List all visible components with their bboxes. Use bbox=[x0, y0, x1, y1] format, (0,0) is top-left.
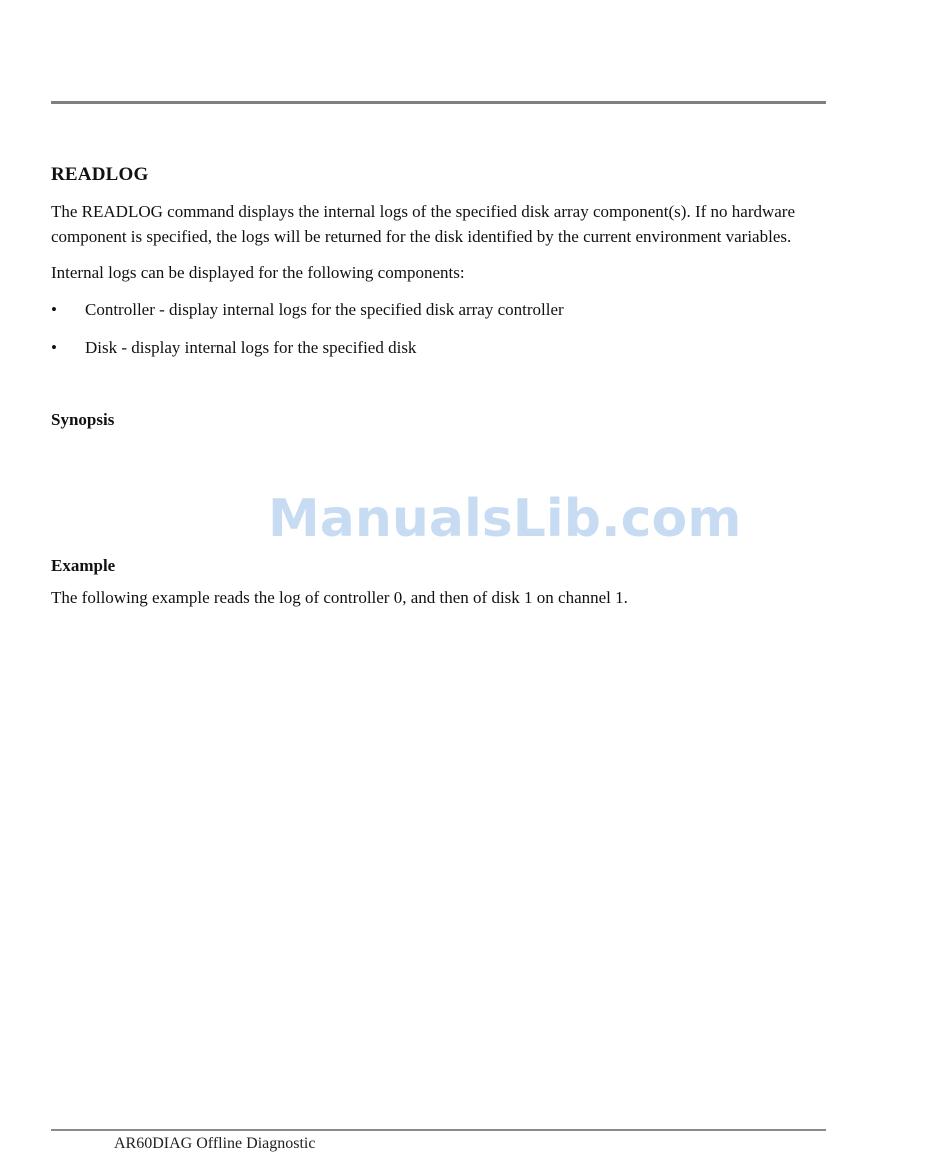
components-lead-paragraph: Internal logs can be displayed for the following components: bbox=[51, 263, 465, 282]
list-item bbox=[51, 298, 811, 322]
example-paragraph: The following example reads the log of controller 0, and then of disk 1 on channel 1. bbox=[51, 588, 628, 607]
component-list bbox=[51, 298, 811, 360]
intro-paragraph: The READLOG command displays the internal logs of the specified disk array component(s). If no hardware component is specified, the logs will be returned for the disk identified by the current environment variables. bbox=[51, 202, 796, 246]
list-item-text: Controller - display internal logs for the specified disk array controller bbox=[85, 299, 564, 319]
readlog-section bbox=[51, 164, 811, 374]
list-item bbox=[51, 336, 811, 360]
footer-title: AR60DIAG Offline Diagnostic bbox=[114, 1135, 316, 1152]
section-title: READLOG bbox=[51, 164, 149, 185]
synopsis-section bbox=[51, 410, 114, 430]
manualslib-watermark: ManualsLib.com bbox=[268, 489, 742, 549]
bullet-icon: • bbox=[51, 299, 57, 319]
bullet-icon: • bbox=[51, 337, 57, 357]
example-section bbox=[51, 556, 811, 623]
list-item-text: Disk - display internal logs for the specified disk bbox=[85, 337, 417, 357]
example-heading: Example bbox=[51, 556, 116, 575]
synopsis-heading: Synopsis bbox=[51, 410, 115, 429]
footer-rule bbox=[51, 1129, 826, 1131]
header-rule bbox=[51, 101, 826, 104]
